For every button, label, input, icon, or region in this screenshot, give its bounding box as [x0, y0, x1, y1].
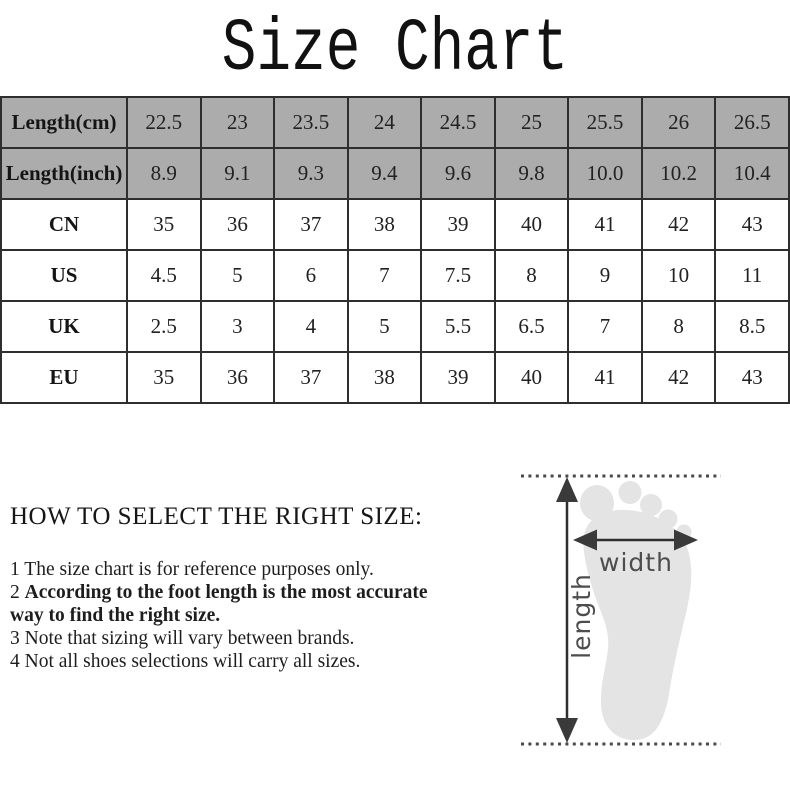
- page-title: Size Chart: [221, 8, 569, 92]
- note-item: [10, 558, 430, 581]
- size-cell: 9: [568, 250, 642, 301]
- size-cell: 4.5: [127, 250, 201, 301]
- size-cell: 25: [495, 97, 569, 148]
- size-cell: 41: [568, 352, 642, 403]
- size-cell: 7: [568, 301, 642, 352]
- note-item: [10, 627, 430, 650]
- size-cell: 8.5: [715, 301, 789, 352]
- size-cell: 39: [421, 352, 495, 403]
- table-row: [1, 97, 789, 148]
- note-text: Note that sizing will vary between brands.: [24, 628, 355, 649]
- size-cell: 2.5: [127, 301, 201, 352]
- size-cell: 4: [274, 301, 348, 352]
- size-cell: 22.5: [127, 97, 201, 148]
- table-row: [1, 199, 789, 250]
- size-cell: 9.4: [348, 148, 422, 199]
- how-to-heading: HOW TO SELECT THE RIGHT SIZE:: [10, 503, 423, 530]
- width-label: width: [599, 548, 673, 577]
- row-label: CN: [1, 199, 127, 250]
- table-row: [1, 352, 789, 403]
- size-cell: 23: [201, 97, 275, 148]
- length-label: length: [567, 573, 596, 659]
- size-cell: 8: [495, 250, 569, 301]
- note-text: The size chart is for reference purposes only.: [24, 559, 374, 580]
- note-number: 4: [10, 651, 25, 672]
- size-cell: 6: [274, 250, 348, 301]
- size-cell: 42: [642, 199, 716, 250]
- size-cell: 10: [642, 250, 716, 301]
- size-cell: 35: [127, 352, 201, 403]
- size-table-body: [1, 97, 789, 403]
- size-cell: 5: [201, 250, 275, 301]
- note-number: 1: [10, 559, 25, 580]
- note-text: According to the foot length is the most accurate way to find the right size.: [10, 582, 428, 626]
- size-cell: 35: [127, 199, 201, 250]
- size-cell: 11: [715, 250, 789, 301]
- size-cell: 40: [495, 199, 569, 250]
- row-label: Length(inch): [1, 148, 127, 199]
- size-cell: 24.5: [421, 97, 495, 148]
- table-row: [1, 250, 789, 301]
- size-cell: 10.4: [715, 148, 789, 199]
- size-cell: 7.5: [421, 250, 495, 301]
- how-to-section: [10, 503, 490, 673]
- note-number: 2: [10, 582, 25, 603]
- size-cell: 24: [348, 97, 422, 148]
- size-cell: 43: [715, 199, 789, 250]
- row-label: Length(cm): [1, 97, 127, 148]
- size-cell: 38: [348, 199, 422, 250]
- size-cell: 25.5: [568, 97, 642, 148]
- size-cell: 36: [201, 352, 275, 403]
- size-cell: 42: [642, 352, 716, 403]
- notes-list: [10, 558, 430, 673]
- size-cell: 9.1: [201, 148, 275, 199]
- size-cell: 9.6: [421, 148, 495, 199]
- size-cell: 43: [715, 352, 789, 403]
- note-item: [10, 581, 430, 627]
- size-cell: 6.5: [495, 301, 569, 352]
- size-cell: 38: [348, 352, 422, 403]
- size-cell: 5.5: [421, 301, 495, 352]
- size-cell: 39: [421, 199, 495, 250]
- size-cell: 9.3: [274, 148, 348, 199]
- size-cell: 40: [495, 352, 569, 403]
- size-cell: 7: [348, 250, 422, 301]
- foot-diagram-graphic: [508, 453, 790, 790]
- size-cell: 37: [274, 352, 348, 403]
- foot-measurement-diagram: [508, 453, 790, 790]
- size-cell: 26: [642, 97, 716, 148]
- size-cell: 26.5: [715, 97, 789, 148]
- note-item: [10, 650, 430, 673]
- size-cell: 8: [642, 301, 716, 352]
- row-label: US: [1, 250, 127, 301]
- size-cell: 41: [568, 199, 642, 250]
- row-label: UK: [1, 301, 127, 352]
- size-cell: 3: [201, 301, 275, 352]
- footprint-icon: [580, 481, 692, 740]
- size-cell: 36: [201, 199, 275, 250]
- size-cell: 5: [348, 301, 422, 352]
- size-table: [0, 96, 790, 404]
- size-cell: 37: [274, 199, 348, 250]
- row-label: EU: [1, 352, 127, 403]
- size-cell: 8.9: [127, 148, 201, 199]
- note-text: Not all shoes selections will carry all sizes.: [24, 651, 361, 672]
- size-cell: 9.8: [495, 148, 569, 199]
- note-number: 3: [10, 628, 25, 649]
- size-cell: 10.2: [642, 148, 716, 199]
- table-row: [1, 148, 789, 199]
- table-row: [1, 301, 789, 352]
- size-cell: 23.5: [274, 97, 348, 148]
- size-cell: 10.0: [568, 148, 642, 199]
